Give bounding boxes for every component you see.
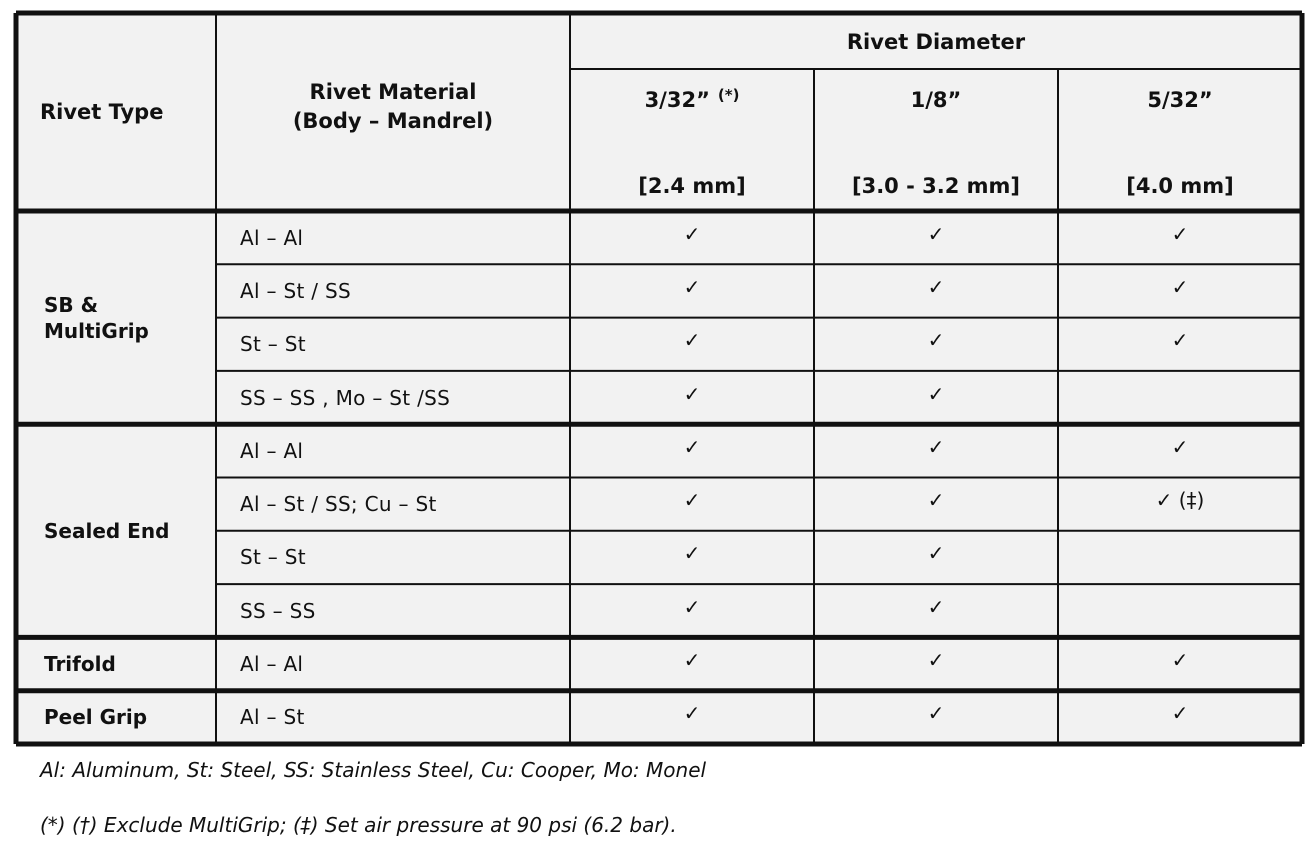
checkmark-cell: ✓ xyxy=(683,274,701,299)
rivet-material-cell: St – St xyxy=(240,332,306,357)
checkmark-cell: ✓ xyxy=(1171,434,1189,459)
header-diameter-inch: 3/32” (*) xyxy=(644,86,740,112)
checkmark-cell: ✓ xyxy=(683,328,701,353)
rivet-material-cell: Al – St / SS xyxy=(240,278,351,303)
checkmark-cell: ✓ xyxy=(683,381,701,406)
rivet-type-cell: SB & MultiGrip xyxy=(44,292,149,343)
header-diameter-mm: [2.4 mm] xyxy=(638,174,746,198)
checkmark-cell: ✓ xyxy=(683,594,701,619)
checkmark-cell: ✓ xyxy=(927,648,945,673)
checkmark-cell: ✓ xyxy=(927,381,945,406)
checkmark-cell: ✓ xyxy=(683,701,701,726)
rivet-material-cell: Al – St xyxy=(240,705,305,730)
checkmark-cell: ✓ xyxy=(1171,274,1189,299)
header-rivet-material: Rivet Material (Body – Mandrel) xyxy=(292,80,494,133)
header-rivet-type: Rivet Type xyxy=(40,100,164,124)
checkmark-cell: ✓ xyxy=(683,488,701,513)
empty-cell xyxy=(1058,367,1302,420)
checkmark-cell: ✓ xyxy=(927,541,945,566)
footnote: (*) (†) Exclude MultiGrip; (‡) Set air pressure at 90 psi (6.2 bar). xyxy=(40,813,677,837)
checkmark-cell: ✓ (‡) xyxy=(1155,488,1205,513)
rivet-material-cell: Al – Al xyxy=(240,438,304,463)
header-diameter-mm: [3.0 - 3.2 mm] xyxy=(851,174,1020,198)
checkmark-cell: ✓ xyxy=(927,701,945,726)
empty-cell xyxy=(1058,580,1302,633)
checkmark-cell: ✓ xyxy=(1171,221,1189,246)
checkmark-cell: ✓ xyxy=(927,328,945,353)
checkmark-cell: ✓ xyxy=(927,221,945,246)
rivet-material-cell: SS – SS , Mo – St /SS xyxy=(240,385,451,410)
checkmark-cell: ✓ xyxy=(1171,328,1189,353)
header-diameter-mm: [4.0 mm] xyxy=(1126,174,1234,198)
checkmark-cell: ✓ xyxy=(683,434,701,459)
checkmark-cell: ✓ xyxy=(683,221,701,246)
rivet-material-cell: Al – St / SS; Cu – St xyxy=(240,492,437,517)
empty-cell xyxy=(1058,527,1302,580)
header-rivet-diameter: Rivet Diameter xyxy=(846,30,1026,54)
rivet-material-cell: SS – SS xyxy=(240,598,316,623)
checkmark-cell: ✓ xyxy=(683,648,701,673)
rivet-material-cell: Al – Al xyxy=(240,652,304,677)
checkmark-cell: ✓ xyxy=(1171,701,1189,726)
rivet-material-cell: Al – Al xyxy=(240,225,304,250)
checkmark-cell: ✓ xyxy=(683,541,701,566)
checkmark-cell: ✓ xyxy=(927,488,945,513)
header-diameter-inch: 1/8” xyxy=(910,88,962,112)
header-diameter-footnote-mark: (*) xyxy=(717,86,740,104)
rivet-material-cell: St – St xyxy=(240,545,306,570)
checkmark-cell: ✓ xyxy=(927,434,945,459)
rivet-type-cell: Peel Grip xyxy=(44,705,148,730)
header-diameter-inch: 5/32” xyxy=(1147,88,1213,112)
checkmark-cell: ✓ xyxy=(927,594,945,619)
rivet-type-cell: Trifold xyxy=(44,652,116,677)
abbreviation-note: Al: Aluminum, St: Steel, SS: Stainless Steel, Cu: Cooper, Mo: Monel xyxy=(40,758,707,782)
rivet-type-cell: Sealed End xyxy=(44,518,170,543)
checkmark-cell: ✓ xyxy=(1171,648,1189,673)
checkmark-cell: ✓ xyxy=(927,274,945,299)
